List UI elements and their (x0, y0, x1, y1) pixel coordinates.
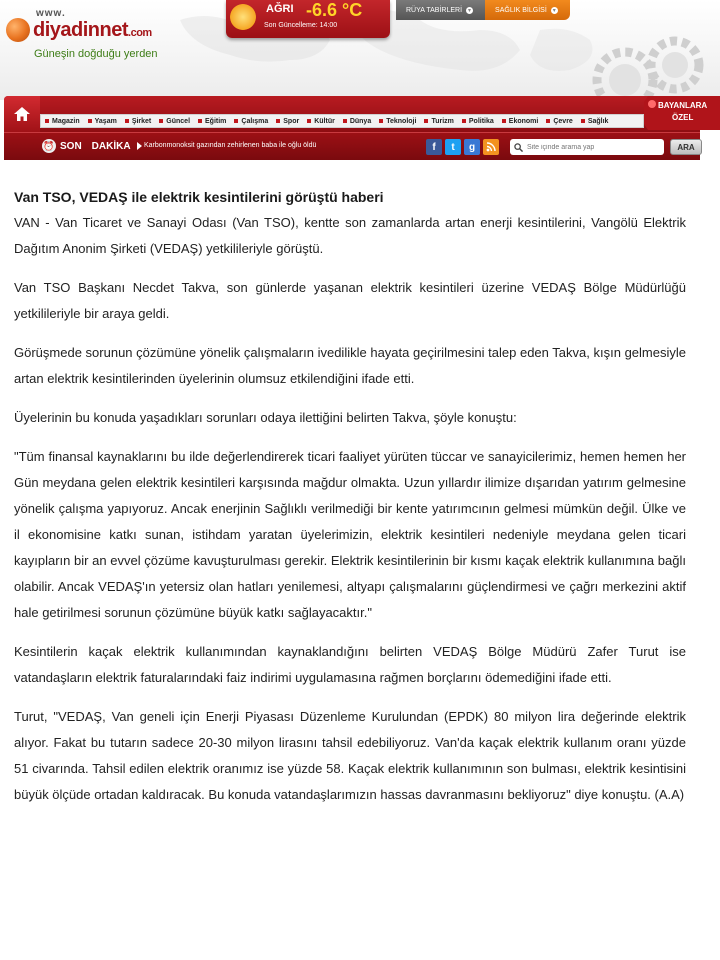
menu-item-spor[interactable]: Spor (276, 118, 299, 125)
gears-decoration-icon (565, 25, 715, 100)
sun-icon (230, 4, 256, 30)
article-paragraph: Turut, "VEDAŞ, Van geneli için Enerji Piyasası Düzenleme Kurulundan (EPDK) 80 milyon lira değerinde elektrik alıyor. Fakat bu tutarın sadece 20-30 milyon lirasını tahsil edebiliyoruz. Van'da kaçak elektrik kullanım oranı yüzde 51 civarında. Tahsil edilen elektrik oranımız ise yüzde 58. Kaçak elektrik kullanımının son bulması, elektrik kesintisini büyük ölçüde ortadan kaldıracak. Bu konuda vatandaşlarımızın hassas davranmasını bekliyoruz" diye konuştu. (A.A) (14, 709, 686, 802)
category-menu (40, 114, 644, 128)
home-button[interactable] (4, 96, 40, 132)
menu-item-dunya[interactable]: Dünya (343, 118, 371, 125)
bayanlara-ozel-link[interactable] (644, 94, 720, 132)
article-paragraph: "Tüm finansal kaynaklarını bu ilde değerlendirerek ticari faaliyet yürüten tüccar ve sanayicilerimiz, hemen hemen her Gün meydana gelen elektrik kesintileri karşısında mağdur olmakta. Uzun yıllardır ilimize dışarıdan yatırım gelmesine yönelik çalışma yapıyoruz. Ancak enerjinin Sağlıklı verilmediği bir kente yatırımcının gelmesi mümkün değil. Ülke ve il ekonomisine katkı sunan, istihdam yaratan üyelerimizin, elektrik kesintileri nedeniyle meydana gelen ticari kayıpların bir an evvel çözüme kavuşturulması gerekir. Elektrik kesintilerinin bir kısmı kaçak elektrik kullanımına bağlı olabilir. Ancak VEDAŞ'ın yetersiz olan hatları yenilemesi, altyapı çalışmalarını güçlendirmesi ve çağrı merkezini aktif hale getirilmesi sorunun çözümüne büyük katkı sağlayacaktır." (14, 449, 686, 620)
menu-item-calisma[interactable]: Çalışma (234, 118, 268, 125)
home-icon (14, 107, 30, 121)
logo-name: diyadinnet.com (33, 18, 152, 41)
menu-item-ekonomi[interactable]: Ekonomi (502, 118, 539, 125)
top-link-label: SAĞLIK BİLGİSİ (495, 6, 547, 14)
article-paragraph: Van TSO Başkanı Necdet Takva, son günlerde yaşanan elektrik kesintileri üzerine VEDAŞ Bölge Müdürlüğü yetkilileriyle bir araya geldi. (14, 280, 686, 321)
son-dakika-label: ⏰ SON DAKİKA (42, 139, 142, 153)
twitter-icon[interactable]: t (445, 139, 461, 155)
breaking-news-bar (4, 132, 700, 160)
search-input[interactable] (527, 144, 657, 151)
top-link-label: RÜYA TABİRLERİ (406, 6, 463, 14)
top-link-ruya-tabirleri[interactable] (396, 0, 485, 20)
site-header (0, 0, 720, 100)
search-box (510, 139, 664, 155)
logo-tagline: Güneşin doğduğu yerden (34, 48, 158, 60)
alarm-clock-icon: ⏰ (42, 139, 56, 153)
menu-item-egitim[interactable]: Eğitim (198, 118, 226, 125)
rss-icon[interactable] (483, 139, 499, 155)
article-paragraph: Üyelerinin bu konuda yaşadıkları sorunları odaya ilettiğini belirten Takva, şöyle konuştu: (14, 410, 517, 425)
menu-item-turizm[interactable]: Turizm (424, 118, 453, 125)
google-plus-icon[interactable]: g (464, 139, 480, 155)
search-icon (514, 143, 523, 152)
article-paragraph: VAN - Van Ticaret ve Sanayi Odası (Van TSO), kentte son zamanlarda artan enerji kesintilerini, Vangölü Elektrik Dağıtım Anonim Şirketi (VEDAŞ) yetkilileriyle görüştü. (14, 215, 686, 256)
menu-item-kultur[interactable]: Kültür (307, 118, 335, 125)
logo-domain: .com (128, 26, 152, 39)
weather-updated: Son Güncelleme: 14:00 (264, 22, 338, 29)
menu-item-sirket[interactable]: Şirket (125, 118, 151, 125)
article-paragraph: Kesintilerin kaçak elektrik kullanımından kaynaklandığını belirten VEDAŞ Bölge Müdürü Zafer Turut ise vatandaşların elektrik faturalarındaki faiz indirimi uygulamasına rağmen borçlarını ödemediğini ifade etti. (14, 644, 686, 685)
site-logo[interactable] (6, 8, 166, 63)
article-title: Van TSO, VEDAŞ ile elektrik kesintilerini görüştü haberi (14, 189, 384, 205)
top-links (396, 0, 570, 20)
logo-www: www. (36, 8, 66, 19)
news-article (14, 186, 686, 821)
facebook-icon[interactable]: f (426, 139, 442, 155)
chevron-down-icon: ▾ (468, 7, 472, 14)
main-navigation (4, 96, 708, 132)
breaking-headline-link[interactable]: Karbonmonoksit gazından zehirlenen baba ile oğlu öldü (144, 142, 317, 149)
social-links (426, 139, 499, 155)
chevron-down-icon: ▾ (552, 7, 556, 14)
top-link-saglik-bilgisi[interactable] (485, 0, 570, 20)
arrow-right-icon (137, 142, 142, 150)
menu-item-magazin[interactable]: Magazin (45, 118, 80, 125)
menu-item-saglik[interactable]: Sağlık (581, 118, 609, 125)
menu-item-guncel[interactable]: Güncel (159, 118, 190, 125)
weather-temperature: -6.6 °C (306, 0, 363, 20)
article-paragraph: Görüşmede sorunun çözümüne yönelik çalışmaların ivedilikle hayata geçirilmesini talep eden Takva, kışın gelmesiyle artan elektrik kesintilerinden üyelerinin olumsuz etkilendiğini ifade etti. (14, 345, 686, 386)
logo-sun-icon (6, 18, 30, 42)
search-button[interactable]: ARA (670, 139, 702, 155)
menu-item-politika[interactable]: Politika (462, 118, 494, 125)
weather-widget[interactable] (226, 0, 390, 38)
special-label: BAYANLARA ÖZEL (658, 101, 708, 122)
menu-item-teknoloji[interactable]: Teknoloji (379, 118, 416, 125)
menu-item-cevre[interactable]: Çevre (546, 118, 572, 125)
weather-city: AĞRI (266, 3, 294, 15)
menu-item-yasam[interactable]: Yaşam (88, 118, 117, 125)
